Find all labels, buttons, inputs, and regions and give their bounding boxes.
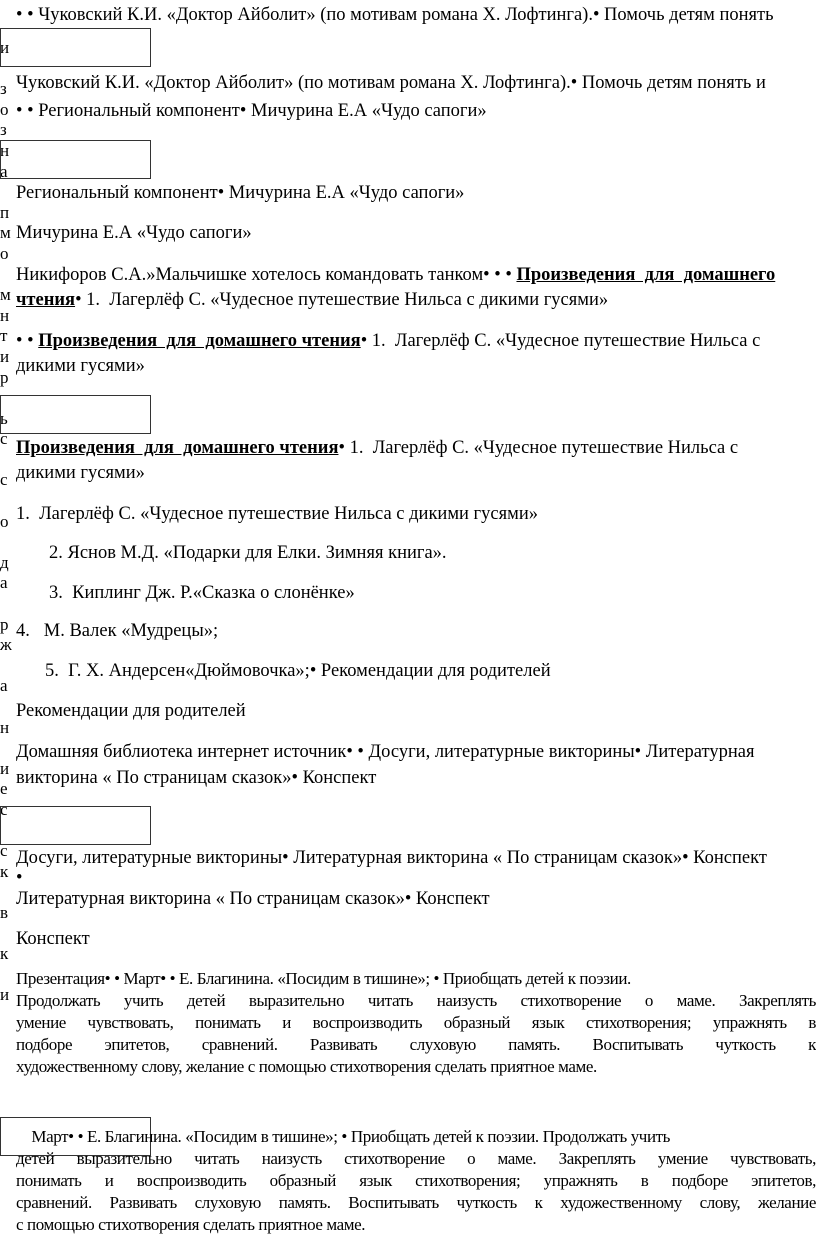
- vertical-letter: д: [0, 552, 9, 572]
- vertical-letter: к: [0, 861, 9, 881]
- text: • 1. Лагерлёф С. «Чудесное путешествие Нильса с: [360, 331, 761, 351]
- paragraph-line: детей выразительно читать наизусть стихотворение о маме. Закреплять умение чувствовать,: [16, 1149, 816, 1168]
- text-line: викторина « По страницам сказок»• Конспект: [16, 768, 377, 788]
- text: • 1. Лагерлёф С. «Чудесное путешествие Нильса с: [338, 438, 739, 458]
- paragraph-line: понимать и воспроизводить образный язык стихотворения; упражнять в подборе эпитетов,: [16, 1171, 816, 1190]
- vertical-letter: [0, 450, 14, 471]
- vertical-letter: [0, 697, 14, 718]
- text-line: [16, 437, 738, 459]
- vertical-letter: с: [0, 470, 8, 490]
- text: • 1. Лагерлёф С. «Чудесное путешествие Нильса с дикими гусями»: [75, 290, 609, 310]
- section-heading: Произведения для домашнего: [516, 265, 776, 285]
- empty-frame: [0, 140, 151, 179]
- vertical-letter: [0, 656, 14, 677]
- paragraph-line: художественному слову, желание с помощью стихотворения сделать приятное маме.: [16, 1057, 597, 1076]
- text: Никифоров С.А.»Мальчишке хотелось командовать танком• • •: [16, 265, 517, 285]
- vertical-letter: п: [0, 202, 10, 222]
- vertical-letter: [0, 882, 14, 903]
- empty-frame: [0, 395, 151, 434]
- vertical-letter: е: [0, 779, 8, 799]
- vertical-letter: а: [0, 161, 8, 181]
- text-line: дикими гусями»: [16, 463, 145, 483]
- bullet: •: [16, 868, 23, 888]
- text-line: Рекомендации для родителей: [16, 701, 246, 721]
- paragraph-line: умение чувствовать, понимать и воспроизводить образный язык стихотворения; упражнять в: [16, 1013, 816, 1032]
- vertical-letter: и: [0, 346, 10, 366]
- section-heading: Произведения для домашнего чтения: [16, 438, 339, 458]
- vertical-letter: о: [0, 243, 9, 263]
- text-line: [16, 289, 608, 311]
- text-line: • • Региональный компонент• Мичурина Е.А «Чудо сапоги»: [16, 101, 487, 121]
- section-heading: чтения: [16, 290, 76, 310]
- vertical-letter: о: [0, 511, 9, 531]
- list-item: 4. М. Валек «Мудрецы»;: [16, 621, 219, 641]
- vertical-letter: и: [0, 985, 10, 1005]
- text-line: Мичурина Е.А «Чудо сапоги»: [16, 223, 252, 243]
- vertical-letter: р: [0, 614, 9, 634]
- text-line: [16, 330, 760, 352]
- vertical-letter: с: [0, 841, 8, 861]
- text-line: Чуковский К.И. «Доктор Айболит» (по мотивам романа Х. Лофтинга).• Помочь детям понять и: [16, 73, 766, 93]
- vertical-letter: н: [0, 305, 10, 325]
- list-item: 5. Г. Х. Андерсен«Дюймовочка»;• Рекомендации для родителей: [45, 661, 551, 681]
- vertical-letter: ж: [0, 635, 12, 655]
- vertical-letter: [0, 965, 14, 986]
- vertical-letter: м: [0, 285, 11, 305]
- vertical-letter: ь: [0, 408, 8, 428]
- vertical-letter: н: [0, 717, 10, 737]
- list-item: 1. Лагерлёф С. «Чудесное путешествие Нильса с дикими гусями»: [16, 504, 538, 524]
- vertical-letter: о: [0, 99, 9, 119]
- vertical-letter: н: [0, 140, 10, 160]
- vertical-letter: [0, 491, 14, 512]
- paragraph-line: сравнений. Развивать слуховую память. Воспитывать чуткость к художественному слову, желание: [16, 1193, 816, 1212]
- paragraph-line: Март• • Е. Благинина. «Посидим в тишине»; • Приобщать детей к поэзии. Продолжать учить: [16, 1127, 671, 1146]
- paragraph-line: Продолжать учить детей выразительно читать наизусть стихотворение о маме. Закреплять: [16, 991, 816, 1010]
- vertical-letter: а: [0, 573, 8, 593]
- vertical-letter: м: [0, 223, 11, 243]
- text-line: • • Чуковский К.И. «Доктор Айболит» (по мотивам романа Х. Лофтинга).• Помочь детям понять: [16, 5, 774, 25]
- vertical-letter: с: [0, 799, 8, 819]
- vertical-letter: [0, 182, 14, 203]
- vertical-letter: [0, 594, 14, 615]
- text-line: Домашняя библиотека интернет источник• • Досуги, литературные викторины• Литературная: [16, 742, 755, 762]
- list-item: 2. Яснов М.Д. «Подарки для Елки. Зимняя книга».: [49, 543, 447, 563]
- text-line: Досуги, литературные викторины• Литературная викторина « По страницам сказок»• Конспект: [16, 848, 767, 868]
- vertical-letter: [0, 924, 14, 945]
- vertical-letter: [0, 532, 14, 553]
- empty-frame: [0, 28, 151, 67]
- vertical-letter: в: [0, 902, 9, 922]
- paragraph-line: с помощью стихотворения сделать приятное маме.: [16, 1215, 366, 1234]
- vertical-letter: к: [0, 944, 9, 964]
- vertical-letter: з: [0, 120, 7, 140]
- vertical-letter: и: [0, 38, 10, 57]
- vertical-letter-column: [0, 38, 14, 1006]
- vertical-letter: и: [0, 758, 10, 778]
- text-line: [16, 264, 775, 286]
- text-line: Литературная викторина « По страницам сказок»• Конспект: [16, 889, 490, 909]
- text-line: Конспект: [16, 929, 90, 949]
- paragraph-line: подборе эпитетов, сравнений. Развивать слуховую память. Воспитывать чуткость к: [16, 1035, 816, 1054]
- vertical-letter: з: [0, 79, 7, 99]
- list-item: 3. Киплинг Дж. Р.«Сказка о слонёнке»: [49, 583, 355, 603]
- vertical-letter: р: [0, 367, 9, 387]
- empty-frame: [0, 806, 151, 845]
- vertical-letter: т: [0, 326, 8, 346]
- vertical-letter: [0, 265, 14, 286]
- vertical-letter: [0, 738, 14, 759]
- section-heading: Произведения для домашнего чтения: [38, 331, 361, 351]
- text-line: дикими гусями»: [16, 356, 145, 376]
- vertical-letter: а: [0, 676, 8, 696]
- text-line: Региональный компонент• Мичурина Е.А «Чудо сапоги»: [16, 183, 465, 203]
- text: • •: [16, 331, 39, 351]
- vertical-letter: с: [0, 429, 8, 449]
- text-line: Презентация• • Март• • Е. Благинина. «Посидим в тишине»; • Приобщать детей к поэзии.: [16, 969, 631, 988]
